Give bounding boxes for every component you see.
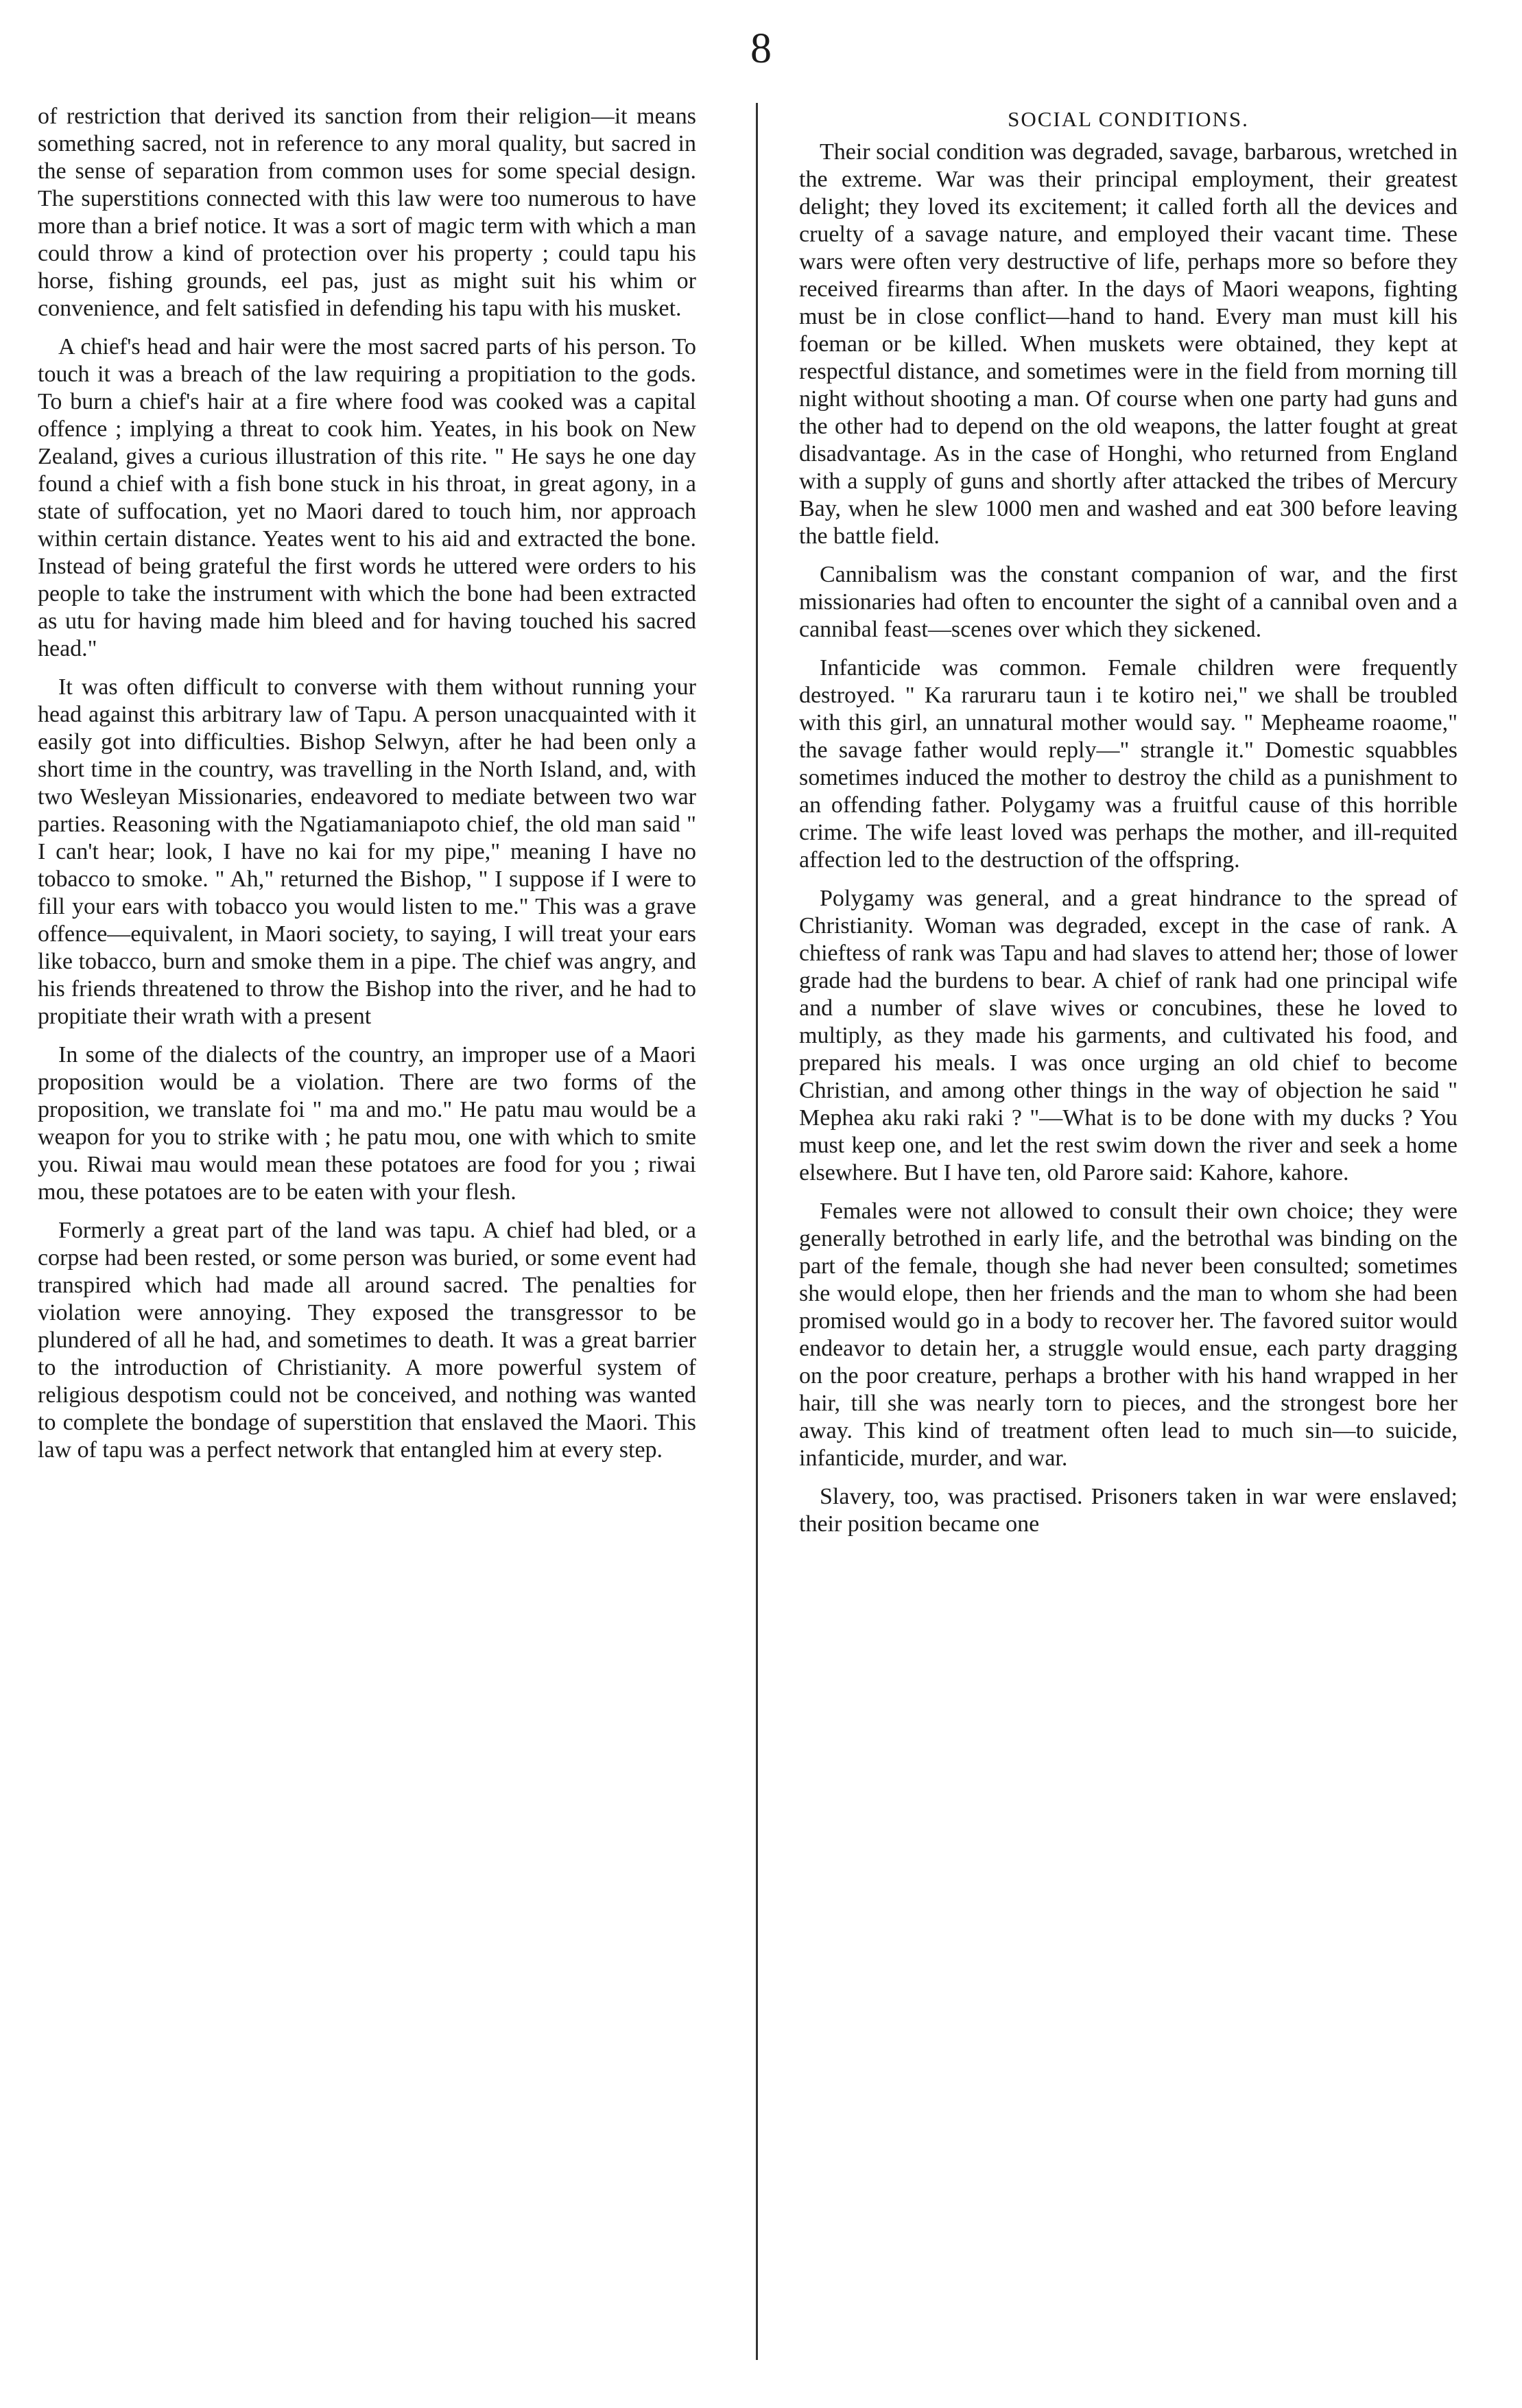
column-divider bbox=[756, 103, 758, 2360]
paragraph-cannibalism: Cannibalism was the constant companion of war, and the first missionaries had often to encounter the sight of a cannibal oven and a cannibal feast—scenes over which they sickened. bbox=[799, 562, 1458, 642]
page-number: 8 bbox=[750, 25, 772, 72]
paragraph-land-tapu: Formerly a great part of the land was tapu. A chief had bled, or a corpse had been rested, or some person was buried, or some event had transpired which had made all around sacred. The penalties for violation were annoying. They exposed the transgressor to be plundered of all he had, and sometimes to death. It was a great barrier to the introduction of Christianity. A more powerful system of religious despotism could not be conceived, and nothing was wanted to complete the bondage of superstition that enslaved the Maori. This law of tapu was a perfect network that entangled him at every step. bbox=[38, 1218, 696, 1463]
paragraph-polygamy: Polygamy was general, and a great hindrance to the spread of Christianity. Woman was degraded, except in the case of rank. A chieftess of rank was Tapu and had slaves to attend her; those of lower grade had the burdens to bear. A chief of rank had one principal wife and a number of slave wives or concubines, these he loved to multiply, as they made his garments, and cultivated his food, and prepared his meals. I was once urging an old chief to become Christian, and among other things in the way of objection he said " Mephea aku raki raki ? "—What is to be done with my ducks ? You must keep one, and let the rest swim down the river and seek a home elsewhere. But I have ten, old Parore said: Kahore, kahore. bbox=[799, 886, 1458, 1185]
paragraph-females: Females were not allowed to consult their own choice; they were generally betrothed in early life, and the betrothal was binding on the part of the female, though she had never been consulted; sometimes she would elope, then her friends and the man to whom she had been promised would go in a body to recover her. The favored suitor would endeavor to detain her, a struggle would ensue, each party dragging on the poor creature, perhaps a brother with his hand wrapped in her hair, till she was nearly torn to pieces, and the strongest bore her away. This kind of treatment often lead to much sin—to suicide, infanticide, murder, and war. bbox=[799, 1199, 1458, 1471]
paragraph-bishop-selwyn: It was often difficult to converse with them without running your head against this arbitrary law of Tapu. A person unacquainted with it easily got into difficulties. Bishop Selwyn, after he had been only a short time in the country, was travelling in the North Island, and, with two Wesleyan Missionaries, endeavored to mediate between two war parties. Reasoning with the Ngatiamaniapoto chief, the old man said " I can't hear; look, I have no kai for my pipe," meaning I have no tobacco to smoke. " Ah," returned the Bishop, " I suppose if I were to fill your ears with tobacco you would listen to me." This was a grave offence—equivalent, in Maori society, to saying, I will treat your ears like tobacco, burn and smoke them in a pipe. The chief was angry, and his friends threatened to throw the Bishop into the river, and he had to propitiate their wrath with a present bbox=[38, 674, 696, 1029]
right-column bbox=[799, 103, 1458, 2374]
section-heading: SOCIAL CONDITIONS. bbox=[1008, 107, 1249, 131]
left-column bbox=[38, 103, 696, 2374]
paragraph-social-condition: Their social condition was degraded, savage, barbarous, wretched in the extreme. War was their principal employment, their greatest delight; they loved its excitement; it called forth all the devices and cruelty of a savage nature, and employed their vacant time. These wars were often very destructive of life, perhaps more so before they received firearms than after. In the days of Maori weapons, fighting must be in close conflict—hand to hand. Every man must kill his foeman or be killed. When muskets were obtained, they kept at respectful distance, and sometimes were in the field from morning till night without shooting a man. Of course when one party had guns and the other had to depend on the old weapons, the latter fought at great disadvantage. As in the case of Honghi, who returned from England with a supply of guns and shortly after attacked the tribes of Mercury Bay, when he slew 1000 men and washed and eat 300 before leaving the battle field. bbox=[799, 139, 1458, 549]
paragraph-chief-head: A chief's head and hair were the most sacred parts of his person. To touch it was a breach of the law requiring a propitiation to the gods. To burn a chief's hair at a fire where food was cooked was a capital offence ; implying a threat to cook him. Yeates, in his book on New Zealand, gives a curious illustration of this rite. " He says he one day found a chief with a fish bone stuck in his throat, in great agony, in a state of suffocation, yet no Maori dared to touch him, nor approach within certain distance. Yeates went to his aid and extracted the bone. Instead of being grateful the first words he uttered were orders to his people to take the instrument with which the bone had been extracted as utu for having made him bleed and for having touched his sacred head." bbox=[38, 334, 696, 661]
paragraph-tapu-definition: of restriction that derived its sanction from their religion—it means something sacred, not in reference to any moral quality, but sacred in the sense of separation from common uses for some special design. The superstitions connected with this law were too numerous to have more than a brief notice. It was a sort of magic term with which a man could throw a kind of protection over his property ; could tapu his horse, fishing grounds, eel pas, just as might suit his whim or convenience, and felt satisfied in defending his tapu with his musket. bbox=[38, 104, 696, 321]
paragraph-infanticide: Infanticide was common. Female children were frequently destroyed. " Ka raruraru taun i te kotiro nei," we shall be troubled with this girl, an unnatural mother would say. " Mepheame roaome," the savage father would reply—" strangle it." Domestic squabbles sometimes induced the mother to destroy the child as a punishment to an offending father. Polygamy was a fruitful cause of this horrible crime. The wife least loved was perhaps the mother, and ill-requited affection led to the destruction of the offspring. bbox=[799, 655, 1458, 873]
paragraph-slavery: Slavery, too, was practised. Prisoners taken in war were enslaved; their position became one bbox=[799, 1484, 1458, 1537]
paragraph-dialects: In some of the dialects of the country, an improper use of a Maori proposition would be a violation. There are two forms of the proposition, we translate foi " ma and mo." He patu mau would be a weapon for you to strike with ; he patu mou, one with which to smite you. Riwai mau would mean these potatoes are food for you ; riwai mou, these potatoes are to be eaten with your flesh. bbox=[38, 1042, 696, 1205]
